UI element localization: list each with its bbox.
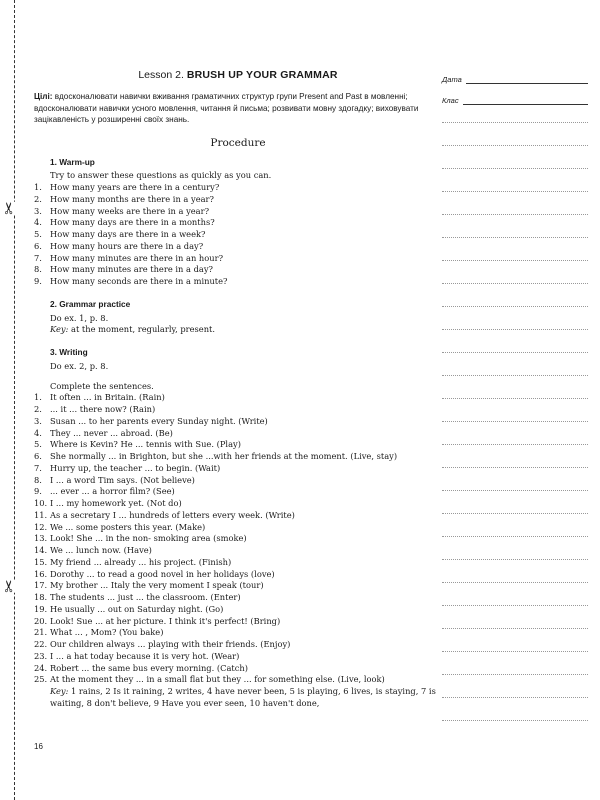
warmup-question xyxy=(34,276,442,288)
writing-sentence-text: They ... never ... abroad. (Be) xyxy=(50,427,173,438)
notes-line xyxy=(442,628,588,629)
writing-sentence xyxy=(34,498,442,510)
notes-line xyxy=(442,191,588,192)
warmup-question xyxy=(34,241,442,253)
writing-sentence-text: Dorothy ... to read a good novel in her holidays (love) xyxy=(50,568,275,579)
writing-sentence-number: 15. xyxy=(34,556,48,567)
writing-sentence-text: Look! Sue ... at her picture. I think it's perfect! (Bring) xyxy=(50,615,281,626)
writing-sentence xyxy=(34,545,442,557)
warmup-question-text: How many days are there in a week? xyxy=(50,229,206,239)
writing-sentence-number: 7. xyxy=(34,462,42,473)
writing-sentence xyxy=(34,533,442,545)
warmup-question-number: 5. xyxy=(34,229,42,239)
warmup-question xyxy=(34,217,442,229)
warmup-question-text: How many months are there in a year? xyxy=(50,193,214,204)
writing-sentence-number: 2. xyxy=(34,404,42,414)
writing-sentence xyxy=(34,439,442,451)
writing-sentence-number: 16. xyxy=(34,568,48,579)
writing-sentence-text: As a secretary I ... hundreds of letters every week. (Write) xyxy=(50,509,295,520)
writing-sentence-number: 23. xyxy=(34,650,48,661)
warmup-question-number: 6. xyxy=(34,240,42,251)
writing-sentence-text: She normally ... in Brighton, but she ...with her friends at the moment. (Live, stay) xyxy=(50,451,398,461)
writing-sentence-text: We ... some posters this year. (Make) xyxy=(50,521,206,532)
writing-sentence-text: At the moment they ... in a small flat but they ... for something else. (Live, look) xyxy=(50,674,385,685)
writing-sentence-text: I ... a hat today because it is very hot. (Wear) xyxy=(50,650,240,661)
writing-sentence xyxy=(34,416,442,428)
writing-sentence-text: My friend ... already ... his project. (Finish) xyxy=(50,556,232,567)
writing-sentence xyxy=(34,604,442,616)
writing-sentence-number: 22. xyxy=(34,639,48,649)
writing-sentence xyxy=(34,463,442,475)
writing-sentence xyxy=(34,475,442,487)
notes-line xyxy=(442,490,588,491)
writing-sentence xyxy=(34,592,442,604)
warmup-instruction: Try to answer these questions as quickly as you can. xyxy=(50,170,272,181)
procedure-heading: Procedure xyxy=(210,136,266,149)
writing-instruction: Complete the sentences. xyxy=(50,380,154,391)
warmup-question-text: How many weeks are there in a year? xyxy=(50,205,210,216)
notes-line xyxy=(442,168,588,169)
warmup-question xyxy=(34,182,442,194)
notes-line xyxy=(442,605,588,606)
warmup-question-text: How many years are there in a century? xyxy=(50,182,220,192)
writing-sentence xyxy=(34,639,442,651)
writing-sentence-text: I ... a word Tim says. (Not believe) xyxy=(50,474,195,485)
writing-sentence xyxy=(34,392,442,404)
writing-sentence-number: 12. xyxy=(34,521,48,532)
notes-line xyxy=(442,122,588,123)
lesson-content xyxy=(34,70,442,710)
warmup-question xyxy=(34,253,442,265)
grammar-key-text: at the moment, regularly, present. xyxy=(71,324,216,335)
writing-sentence-number: 9. xyxy=(34,486,42,497)
writing-sentence-text: The students ... just ... the classroom. (Enter) xyxy=(50,592,241,602)
writing-sentence-text: I ... my homework yet. (Not do) xyxy=(50,498,182,508)
warmup-question-number: 8. xyxy=(34,264,42,275)
writing-sentence xyxy=(34,486,442,498)
notes-line xyxy=(442,283,588,284)
date-field[interactable] xyxy=(442,70,588,84)
writing-sentence-text: It often ... in Britain. (Rain) xyxy=(50,392,165,403)
writing-key-text: 1 rains, 2 Is it raining, 2 writes, 4 have never been, 5 is playing, 6 lives, is staying, 7 is waiting, 8 don't believe, 9 Have you ever seen, 10 haven't done, xyxy=(50,686,436,708)
notes-line xyxy=(442,214,588,215)
lesson-title-prefix: Lesson 2. xyxy=(138,69,184,81)
writing-sentence-text: We ... lunch now. (Have) xyxy=(50,545,152,555)
aims-text: вдосконалювати навички вживання граматичних структур групи Present and Past в мовленні; вдосконалювати навички усного мовлення, читання й письма; розвивати мовну здогадку; виховувати зацікавленість у розширенні своїх знань. xyxy=(34,92,419,124)
writing-task: Do ex. 2, p. 8. xyxy=(50,360,109,371)
writing-sentence-text: My brother ... Italy the very moment I speak (tour) xyxy=(50,580,264,591)
notes-line xyxy=(442,536,588,537)
writing-sentence-text: Where is Kevin? He ... tennis with Sue. (Play) xyxy=(50,439,241,450)
notes-line xyxy=(442,444,588,445)
grammar-key xyxy=(50,324,442,336)
warmup-question-number: 1. xyxy=(34,182,42,192)
writing-sentence-number: 19. xyxy=(34,603,48,614)
notes-line xyxy=(442,398,588,399)
notes-line xyxy=(442,720,588,721)
grammar-key-label: Key: xyxy=(50,324,69,335)
grammar-heading: 2. Grammar practice xyxy=(50,298,131,309)
notes-line xyxy=(442,421,588,422)
lesson-title xyxy=(34,70,442,84)
writing-sentence-number: 14. xyxy=(34,545,48,555)
writing-sentence-number: 11. xyxy=(34,509,48,520)
date-line xyxy=(466,74,588,84)
writing-sentence xyxy=(34,569,442,581)
writing-sentence-number: 18. xyxy=(34,592,48,602)
writing-sentence-number: 3. xyxy=(34,415,42,426)
writing-sentence xyxy=(34,674,442,686)
writing-heading: 3. Writing xyxy=(50,347,88,357)
notes-line xyxy=(442,582,588,583)
warmup-question-text: How many seconds are there in a minute? xyxy=(50,276,228,286)
writing-sentence-number: 1. xyxy=(34,392,42,403)
writing-sentence xyxy=(34,510,442,522)
notes-line xyxy=(442,260,588,261)
notes-line xyxy=(442,306,588,307)
notes-line xyxy=(442,329,588,330)
warmup-question-number: 9. xyxy=(34,276,42,286)
writing-sentence xyxy=(34,451,442,463)
grammar-task: Do ex. 1, p. 8. xyxy=(50,312,109,323)
warmup-question xyxy=(34,229,442,241)
warmup-question-text: How many minutes are there in an hour? xyxy=(50,252,224,263)
writing-sentence-text: Susan ... to her parents every Sunday night. (Write) xyxy=(50,415,268,426)
notes-line xyxy=(442,559,588,560)
lesson-aims xyxy=(34,91,442,126)
scissors-icon: ✂ xyxy=(0,201,19,215)
notes-line xyxy=(442,674,588,675)
writing-sentence xyxy=(34,663,442,675)
writing-sentences xyxy=(34,392,442,686)
page-number: 16 xyxy=(34,742,43,751)
warmup-question-number: 7. xyxy=(34,252,42,263)
writing-key-label: Key: xyxy=(50,686,69,696)
writing-sentence-number: 4. xyxy=(34,427,42,438)
warmup-question-number: 2. xyxy=(34,193,42,204)
class-line xyxy=(463,95,588,105)
warmup-question xyxy=(34,206,442,218)
warmup-question-number: 3. xyxy=(34,205,42,216)
writing-sentence-number: 20. xyxy=(34,615,48,626)
writing-sentence-text: What ... , Mom? (You bake) xyxy=(50,627,164,638)
writing-sentence xyxy=(34,428,442,440)
writing-sentence-text: ... ever ... a horror film? (See) xyxy=(50,486,175,497)
writing-sentence-number: 24. xyxy=(34,662,48,673)
aims-label: Цілі: xyxy=(34,92,53,101)
writing-sentence-text: ... it ... there now? (Rain) xyxy=(50,404,156,414)
writing-sentence-text: He usually ... out on Saturday night. (Go) xyxy=(50,603,224,614)
writing-sentence-number: 17. xyxy=(34,580,48,591)
warmup-question-number: 4. xyxy=(34,217,42,228)
notes-line xyxy=(442,375,588,376)
date-label: Дата xyxy=(442,75,462,84)
lesson-title-main: BRUSH UP YOUR GRAMMAR xyxy=(186,69,338,81)
writing-sentence xyxy=(34,557,442,569)
writing-sentence xyxy=(34,627,442,639)
warmup-questions xyxy=(34,182,442,288)
writing-sentence xyxy=(34,404,442,416)
warmup-heading: 1. Warm-up xyxy=(50,156,95,167)
writing-sentence-number: 25. xyxy=(34,674,48,685)
writing-sentence-text: Hurry up, the teacher ... to begin. (Wait) xyxy=(50,462,221,473)
writing-sentence-number: 10. xyxy=(34,498,48,508)
writing-sentence-number: 8. xyxy=(34,474,42,485)
writing-sentence-number: 5. xyxy=(34,439,42,450)
cut-line xyxy=(14,0,15,800)
notes-line xyxy=(442,513,588,514)
writing-sentence-number: 6. xyxy=(34,451,42,461)
scissors-icon: ✂ xyxy=(0,579,19,593)
writing-sentence xyxy=(34,651,442,663)
writing-sentence-number: 21. xyxy=(34,627,48,638)
writing-sentence xyxy=(34,522,442,534)
notes-line xyxy=(442,145,588,146)
writing-sentence xyxy=(34,616,442,628)
notes-line xyxy=(442,352,588,353)
warmup-question-text: How many hours are there in a day? xyxy=(50,240,204,251)
notes-line xyxy=(442,697,588,698)
writing-sentence-text: Our children always ... playing with their friends. (Enjoy) xyxy=(50,639,291,649)
margin-notes xyxy=(442,70,588,112)
warmup-question-text: How many days are there in a months? xyxy=(50,217,215,228)
writing-sentence xyxy=(34,580,442,592)
writing-key xyxy=(50,686,442,710)
writing-sentence-number: 13. xyxy=(34,533,48,544)
class-field[interactable] xyxy=(442,91,588,105)
writing-sentence-text: Robert ... the same bus every morning. (Catch) xyxy=(50,662,248,673)
warmup-question xyxy=(34,194,442,206)
writing-sentence-text: Look! She ... in the non- smoking area (smoke) xyxy=(50,533,247,544)
class-label: Клас xyxy=(442,96,459,105)
notes-line xyxy=(442,237,588,238)
warmup-question-text: How many minutes are there in a day? xyxy=(50,264,213,275)
notes-line xyxy=(442,467,588,468)
notes-line xyxy=(442,651,588,652)
warmup-question xyxy=(34,264,442,276)
